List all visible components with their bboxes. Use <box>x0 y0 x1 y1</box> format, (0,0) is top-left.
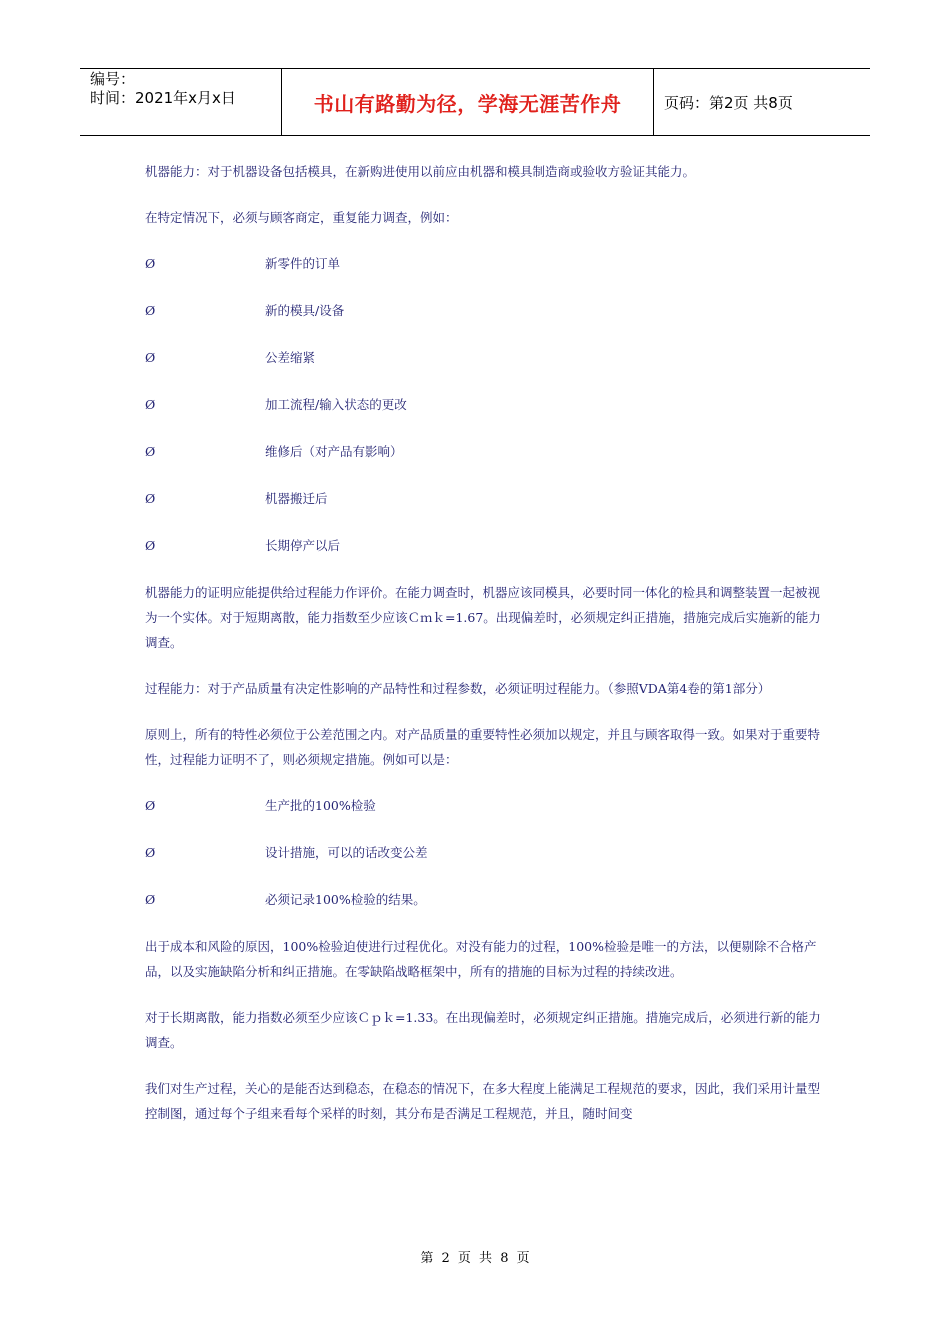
header-page-number: 页码：第2页 共8页 <box>664 93 793 112</box>
bullet-list-conditions <box>145 251 825 558</box>
bullet-icon: Ø <box>145 256 156 271</box>
document-number-label: 编号： <box>90 70 136 88</box>
bullet-list-measures <box>145 793 825 912</box>
document-body <box>145 159 825 1147</box>
list-item-text: 长期停产以后 <box>265 538 341 553</box>
list-item-text: 公差缩紧 <box>265 350 316 365</box>
page-header <box>80 68 870 136</box>
paragraph-process-capability: 过程能力：对于产品质量有决定性影响的产品特性和过程参数，必须证明过程能力。（参照VDA第4卷的第1部分） <box>145 681 771 696</box>
list-item-text: 机器搬迁后 <box>265 491 328 506</box>
header-motto: 书山有路勤为径，学海无涯苦作舟 <box>282 69 654 135</box>
list-item <box>145 345 825 370</box>
list-item <box>145 840 825 865</box>
paragraph-tolerance-principle: 原则上，所有的特性必须位于公差范围之内。对产品质量的重要特性必须加以规定，并且与顾客取得一致。如果对于重要特性，过程能力证明不了，则必须规定措施。例如可以是： <box>145 727 821 767</box>
list-item <box>145 533 825 558</box>
paragraph-machine-capability-proof: 机器能力的证明应能提供给过程能力作评价。在能力调查时，机器应该同模具，必要时同一体化的检具和调整装置一起被视为一个实体。对于短期离散，能力指数至少应该Ｃｍｋ=1.67。出现偏差时，必须规定纠正措施，措施完成后实施新的能力调查。 <box>145 585 821 650</box>
list-item-text: 必须记录100%检验的结果。 <box>265 892 426 907</box>
bullet-icon: Ø <box>145 538 156 553</box>
page-footer: 第 2 页 共 8 页 <box>420 1251 530 1266</box>
paragraph-long-term-dispersion: 对于长期离散，能力指数必须至少应该Ｃｐｋ=1.33。在出现偏差时，必须规定纠正措施。措施完成后，必须进行新的能力调查。 <box>145 1010 821 1050</box>
bullet-icon: Ø <box>145 303 156 318</box>
list-item-text: 新的模具/设备 <box>265 303 345 318</box>
bullet-icon: Ø <box>145 350 156 365</box>
list-item <box>145 392 825 417</box>
document-time-label: 时间：2021年x月x日 <box>90 89 236 107</box>
list-item-text: 加工流程/输入状态的更改 <box>265 397 407 412</box>
header-info-cell <box>80 69 282 135</box>
bullet-icon: Ø <box>145 397 156 412</box>
bullet-icon: Ø <box>145 444 156 459</box>
paragraph-machine-capability: 机器能力：对于机器设备包括模具，在新购进使用以前应由机器和模具制造商或验收方验证其能力。 <box>145 164 696 179</box>
paragraph-repeat-investigation: 在特定情况下，必须与顾客商定，重复能力调查，例如： <box>145 210 458 225</box>
list-item <box>145 439 825 464</box>
bullet-icon: Ø <box>145 845 156 860</box>
list-item <box>145 251 825 276</box>
bullet-icon: Ø <box>145 892 156 907</box>
paragraph-control-chart: 我们对生产过程，关心的是能否达到稳态，在稳态的情况下，在多大程度上能满足工程规范的要求，因此，我们采用计量型控制图，通过每个子组来看每个采样的时刻，其分布是否满足工程规范，并且，随时间变 <box>145 1081 821 1121</box>
list-item <box>145 887 825 912</box>
list-item-text: 新零件的订单 <box>265 256 341 271</box>
list-item-text: 生产批的100%检验 <box>265 798 376 813</box>
bullet-icon: Ø <box>145 798 156 813</box>
list-item <box>145 298 825 323</box>
paragraph-full-inspection: 出于成本和风险的原因，100%检验迫使进行过程优化。对没有能力的过程，100%检验是唯一的方法，以便剔除不合格产品，以及实施缺陷分析和纠正措施。在零缺陷战略框架中，所有的措施的目标为过程的持续改进。 <box>145 939 817 979</box>
bullet-icon: Ø <box>145 491 156 506</box>
list-item <box>145 793 825 818</box>
list-item-text: 维修后（对产品有影响） <box>265 444 403 459</box>
list-item-text: 设计措施，可以的话改变公差 <box>265 845 428 860</box>
list-item <box>145 486 825 511</box>
